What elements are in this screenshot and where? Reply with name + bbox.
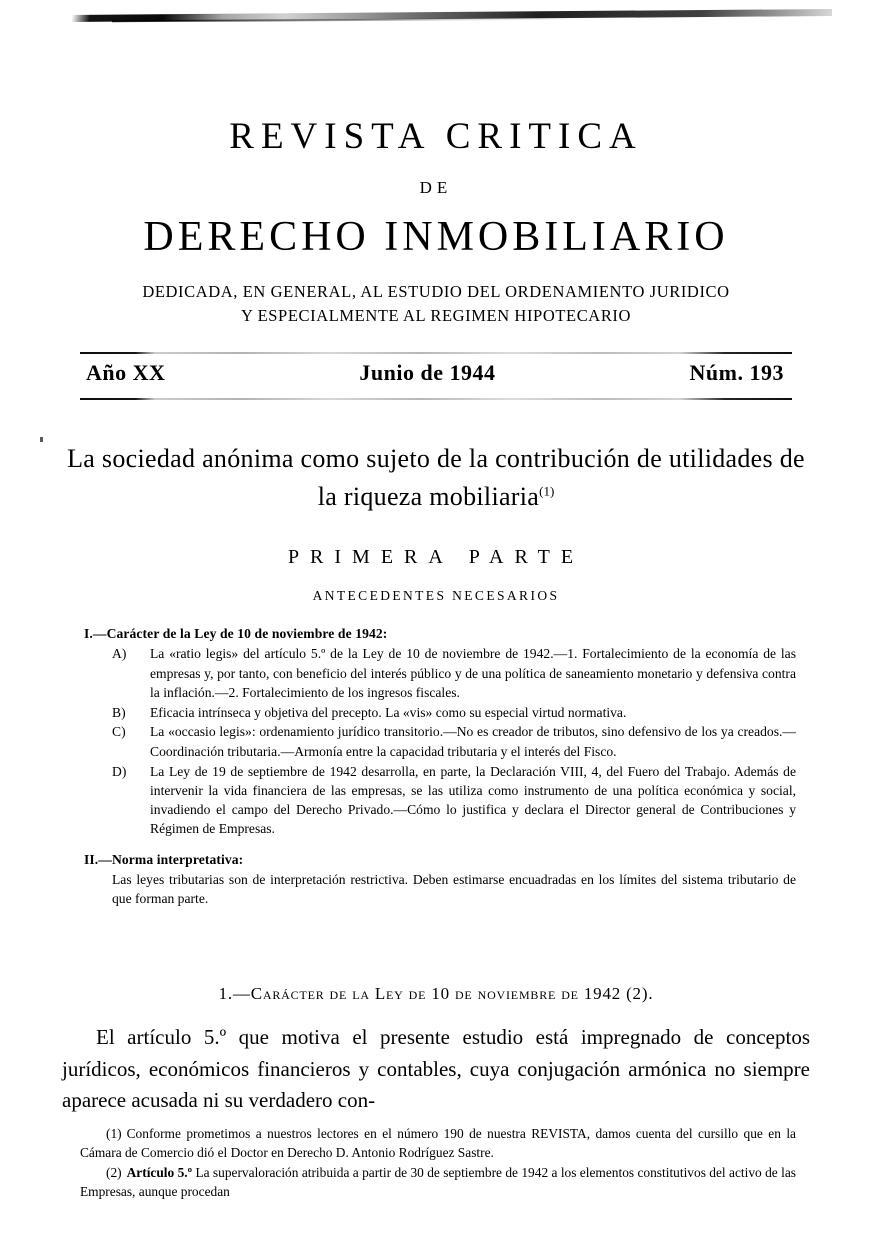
journal-subtitle-line-1: DEDICADA, EN GENERAL, AL ESTUDIO DEL ORDENAMIENTO JURIDICO xyxy=(142,282,730,301)
journal-subtitle-line-2: Y ESPECIALMENTE AL REGIMEN HIPOTECARIO xyxy=(240,305,632,325)
outline-item-text: La Ley de 19 de septiembre de 1942 desarrolla, en parte, la Declaración VIII, 4, del Fuero del Trabajo. Además de intervenir la vida financiera de las empresas, se las utiliza como instrumento de una política económica y social, invadiendo el campo del Derecho Privado.—Cómo lo justifica y declara el Director general de Contribuciones y Régimen de Empresas. xyxy=(150,763,796,837)
outline-section-1-heading: I.—Carácter de la Ley de 10 de noviembre de 1942: xyxy=(84,626,388,641)
issue-row xyxy=(80,360,792,386)
outline-section-2-text: Las leyes tributarias son de interpretación restrictiva. Deben estimarse encuadradas en los límites del sistema tributario de que forman parte. xyxy=(112,872,796,907)
outline-section-2 xyxy=(84,850,796,909)
scan-edge-wedge xyxy=(72,9,832,22)
footnote-1-text: Conforme prometimos a nuestros lectores en el número 190 de nuestra REVISTA, damos cuenta del cursillo que en la Cámara de Comercio dió el Doctor en Derecho D. Antonio Rodríguez Sastre. xyxy=(80,1126,796,1161)
journal-title-line-1: REVISTA CRITICA xyxy=(229,116,643,157)
issue-year: Año XX xyxy=(86,360,166,385)
journal-title-connector: DE xyxy=(419,178,453,197)
footnote-1 xyxy=(80,1124,796,1163)
outline-item-mark: A) xyxy=(112,646,127,662)
issue-date: Junio de 1944 xyxy=(359,360,496,385)
outline-item-text: La «ratio legis» del artículo 5.º de la Ley de 10 de noviembre de 1942.—1. Fortalecimiento de la economía de las empresas y, por tanto, con beneficio del interés público y de una política de saneamiento monetario y defensiva contra la inflación.—2. Fortalecimiento de los ingresos fiscales. xyxy=(150,646,796,700)
outline-item-text: Eficacia intrínseca y objetiva del precepto. La «vis» como su especial virtud normativa. xyxy=(150,704,627,720)
masthead xyxy=(0,118,872,328)
issue-rule-top xyxy=(80,352,792,354)
outline-item xyxy=(84,762,796,839)
article-title-text: La sociedad anónima como sujeto de la contribución de utilidades de la riqueza mobiliaria xyxy=(67,444,805,511)
issue-number: Núm. 193 xyxy=(689,360,784,385)
article-title xyxy=(60,440,812,516)
footnote-2-bold-lead: Artículo 5.º xyxy=(126,1164,193,1180)
footnote-2-text: La supervaloración atribuida a partir de 30 de septiembre de 1942 a los elementos constitutivos del activo de las Empresas, aunque procedan xyxy=(80,1164,796,1200)
outline-item-mark: D) xyxy=(112,763,127,779)
issue-rule-bottom xyxy=(80,398,792,400)
part-heading: PRIMERA PARTE xyxy=(287,546,585,568)
footnote-1-marker: (1) xyxy=(106,1126,122,1141)
outline-section-2-heading: II.—Norma interpretativa: xyxy=(84,851,244,867)
outline-section-1 xyxy=(84,624,796,839)
footnote-2 xyxy=(80,1163,796,1202)
issue-bar xyxy=(80,352,792,400)
outline-section-1-items xyxy=(84,644,796,838)
section-heading: 1.—Carácter de la Ley de 10 de noviembre de 1942 (2). xyxy=(218,984,654,1003)
footnotes xyxy=(80,1124,796,1202)
part-subheading: ANTECEDENTES NECESARIOS xyxy=(312,588,560,603)
outline-item-mark: B) xyxy=(112,704,126,720)
outline-item xyxy=(84,722,796,761)
outline-summary xyxy=(84,624,796,909)
journal-title-line-2: DERECHO INMOBILIARIO xyxy=(143,214,729,260)
scan-edge-artifact xyxy=(72,8,832,24)
outline-item xyxy=(84,644,796,702)
scan-edge-hairline xyxy=(112,18,592,23)
outline-item xyxy=(84,703,796,722)
journal-subtitle xyxy=(0,280,872,328)
scan-speck-artifact xyxy=(40,437,43,442)
article-title-footnote-marker: (1) xyxy=(539,483,555,499)
outline-item-mark: C) xyxy=(112,724,126,740)
outline-item-text: La «occasio legis»: ordenamiento jurídico transitorio.—No es creador de tributos, sino defensivo de los ya creados.—Coordinación tributaria.—Armonía entre la capacidad tributaria y el interés del Fisco. xyxy=(150,724,796,759)
footnote-2-marker: (2) xyxy=(106,1164,122,1180)
body-paragraph: El artículo 5.º que motiva el presente estudio está impregnado de conceptos jurídicos, económicos financieros y contables, cuya conjugación armónica no siempre aparece acusada ni su verdadero con- xyxy=(62,1025,810,1112)
